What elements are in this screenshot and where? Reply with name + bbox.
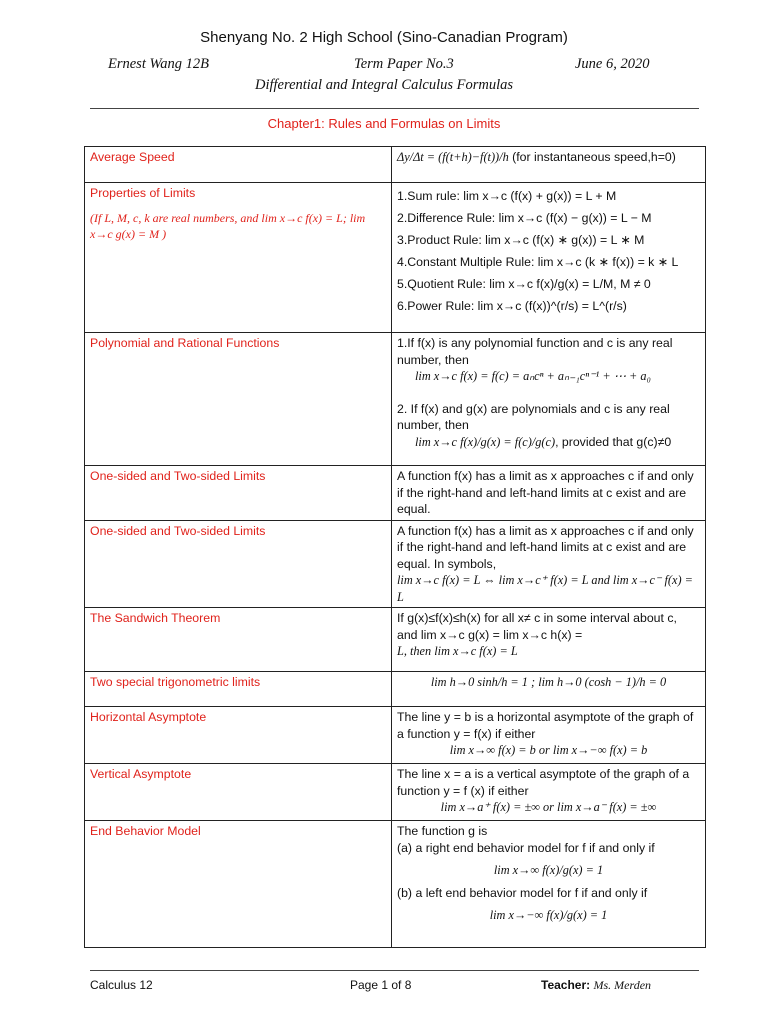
trig-limits-formula: lim h→0 sinh/h = 1 ; lim h→0 (cosh − 1)/h = 0 (430, 675, 667, 689)
topic-cell: Average Speed (85, 147, 392, 183)
average-speed-formula: Δy/Δt = (f(t+h)−f(t))/h (397, 150, 509, 164)
average-speed-note: (for instantaneous speed,h=0) (512, 150, 676, 164)
formula-cell (392, 707, 706, 764)
topic-cell: Horizontal Asymptote (85, 707, 392, 764)
table-row (85, 764, 706, 821)
paper-title: Term Paper No.3 (354, 56, 454, 72)
table-row (85, 672, 706, 707)
footer-teacher-name: Ms. Merden (593, 978, 652, 992)
polynomial-text-2: 2. If f(x) and g(x) are polynomials and c is any real number, then (397, 401, 670, 432)
formula-table (84, 146, 706, 948)
end-behavior-b-text: (b) a left end behavior model for f if and only if (397, 885, 648, 900)
quotient-rule: 5.Quotient Rule: lim x→c f(x)/g(x) = L/M, M ≠ 0 (397, 277, 651, 291)
footer-page: Page 1 of 8 (350, 978, 412, 992)
formula-cell (392, 764, 706, 821)
topic-cell: One-sided and Two-sided Limits (85, 520, 392, 608)
formula-cell (392, 672, 706, 707)
end-behavior-b-formula: lim x→−∞ f(x)/g(x) = 1 (489, 908, 608, 922)
sum-rule: 1.Sum rule: lim x→c (f(x) + g(x)) = L + M (397, 189, 617, 203)
topic-cell: One-sided and Two-sided Limits (85, 466, 392, 521)
paper-date: June 6, 2020 (575, 56, 650, 72)
table-row (85, 183, 706, 333)
formula-cell (392, 608, 706, 672)
polynomial-formula-2: lim x→c f(x)/g(x) = f(c)/g(c) (415, 434, 556, 449)
table-row (85, 821, 706, 948)
header-divider (90, 108, 699, 109)
topic-cell: Polynomial and Rational Functions (85, 333, 392, 466)
topic-cell: Two special trigonometric limits (85, 672, 392, 707)
polynomial-formula-1: lim x→c f(x) = f(c) = aₙcⁿ + aₙ₋₁cⁿ⁻¹ + ⋯ + a₀ (415, 369, 651, 383)
topic-cell: The Sandwich Theorem (85, 608, 392, 672)
one-sided-text: A function f(x) has a limit as x approaches c if and only if the right-hand and left-hand limits at c exist and are equal. In symbols, (397, 523, 694, 571)
formula-cell (392, 147, 706, 183)
formula-cell (392, 183, 706, 333)
footer-divider (90, 970, 699, 971)
topic-cell: End Behavior Model (85, 821, 392, 948)
sandwich-text: If g(x)≤f(x)≤h(x) for all x≠ c in some interval about c, and lim x→c g(x) = lim x→c h(x) = (397, 611, 677, 642)
end-behavior-intro: The function g is (397, 824, 488, 838)
properties-condition: (If L, M, c, k are real numbers, and lim x→c f(x) = L; lim x→c g(x) = M ) (90, 210, 366, 241)
footer-course: Calculus 12 (90, 978, 153, 992)
one-sided-formula: lim x→c f(x) = L ⇔ lim x→c⁺ f(x) = L and lim x→c⁻ f(x) = L (397, 573, 693, 604)
table-row (85, 333, 706, 466)
formula-cell (392, 520, 706, 608)
power-rule: 6.Power Rule: lim x→c (f(x))^(r/s) = L^(r/s) (397, 299, 627, 313)
topic-cell: Vertical Asymptote (85, 764, 392, 821)
table-row (85, 466, 706, 521)
horizontal-formula: lim x→∞ f(x) = b or lim x→−∞ f(x) = b (449, 743, 648, 757)
student-name: Ernest Wang 12B (108, 56, 209, 72)
table-row (85, 520, 706, 608)
chapter-title: Chapter1: Rules and Formulas on Limits (267, 116, 501, 131)
constant-multiple-rule: 4.Constant Multiple Rule: lim x→c (k ∗ f(x)) = k ∗ L (397, 255, 679, 269)
polynomial-text-1: 1.If f(x) is any polynomial function and c is any real number, then (397, 336, 673, 367)
footer-teacher-label: Teacher: (541, 978, 591, 992)
formula-cell (392, 821, 706, 948)
vertical-formula: lim x→a⁺ f(x) = ±∞ or lim x→a⁻ f(x) = ±∞ (440, 800, 657, 814)
sandwich-formula: L, then lim x→c f(x) = L (397, 644, 518, 658)
properties-topic: Properties of Limits (90, 186, 196, 200)
table-row (85, 608, 706, 672)
difference-rule: 2.Difference Rule: lim x→c (f(x) − g(x)) = L − M (397, 211, 652, 225)
table-row (85, 707, 706, 764)
document-subtitle: Differential and Integral Calculus Formulas (254, 77, 514, 93)
end-behavior-a-formula: lim x→∞ f(x)/g(x) = 1 (493, 863, 604, 877)
topic-cell (85, 183, 392, 333)
horizontal-text: The line y = b is a horizontal asymptote of the graph of a function y = f(x) if either (397, 710, 694, 741)
vertical-text: The line x = a is a vertical asymptote of the graph of a function y = f (x) if either (397, 767, 690, 798)
end-behavior-a-text: (a) a right end behavior model for f if and only if (397, 840, 655, 855)
polynomial-formula-2-note: , provided that g(c)≠0 (555, 434, 672, 449)
school-name: Shenyang No. 2 High School (Sino-Canadian Program) (200, 29, 568, 46)
formula-cell: A function f(x) has a limit as x approaches c if and only if the right-hand and left-hand limits at c exist and are equal. (392, 466, 706, 521)
table-row (85, 147, 706, 183)
product-rule: 3.Product Rule: lim x→c (f(x) ∗ g(x)) = L ∗ M (397, 233, 645, 247)
formula-cell (392, 333, 706, 466)
